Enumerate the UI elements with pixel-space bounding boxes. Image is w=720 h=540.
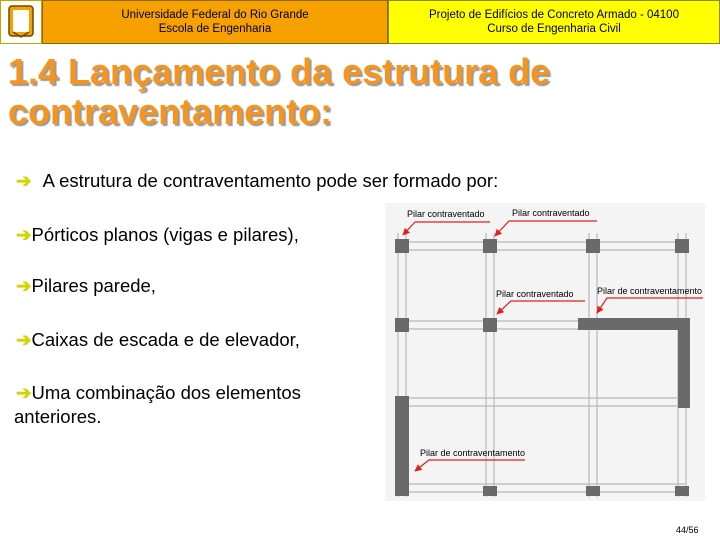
- label-pilar-contraventado: Pilar contraventado: [496, 289, 574, 299]
- label-pilar-contraventado: Pilar contraventado: [407, 209, 485, 219]
- list-item: [16, 224, 299, 246]
- bracing-structure-figure: [385, 203, 705, 501]
- slide-title-line2: contraventamento:: [8, 91, 333, 132]
- course-program: Curso de Engenharia Civil: [487, 23, 621, 35]
- bullet-text: Caixas de escada e de elevador,: [31, 329, 300, 350]
- label-pilar-de-contraventamento: Pilar de contraventamento: [597, 286, 703, 296]
- bullet-text: anteriores.: [14, 406, 102, 427]
- slide-header: [0, 0, 720, 45]
- arrow-right-icon: ➔: [16, 275, 32, 296]
- intro-bullet: [16, 170, 498, 192]
- university-logo: [0, 0, 42, 44]
- label-pilar-contraventado: Pilar contraventado: [512, 208, 590, 218]
- list-item: [16, 382, 301, 404]
- header-course: [388, 0, 720, 44]
- slide-title: [8, 52, 708, 132]
- list-item-continuation: [14, 406, 101, 428]
- bullet-text: Pilares parede,: [31, 275, 156, 296]
- intro-text: A estrutura de contraventamento pode ser formado por:: [42, 170, 499, 191]
- label-pilar-de-contraventamento: Pilar de contraventamento: [420, 448, 526, 458]
- header-institution: [42, 0, 388, 44]
- book-logo-icon: [1, 1, 41, 43]
- list-item: [16, 329, 300, 351]
- bullet-text: Uma combinação dos elementos: [31, 382, 301, 403]
- bullet-text: Pórticos planos (vigas e pilares),: [31, 224, 299, 245]
- arrow-right-icon: ➔: [16, 329, 32, 350]
- list-item: [16, 275, 156, 297]
- shear-wall: [395, 396, 409, 496]
- institution-name: Universidade Federal do Rio Grande: [121, 9, 309, 21]
- slide-title-line1: 1.4 Lançamento da estrutura de: [8, 51, 551, 92]
- arrow-right-icon: ➔: [16, 224, 32, 245]
- school-name: Escola de Engenharia: [158, 23, 272, 35]
- arrow-right-icon: ➔: [16, 170, 32, 191]
- page-number: 44/56: [676, 525, 699, 535]
- arrow-right-icon: ➔: [16, 382, 32, 403]
- course-title: Projeto de Edifícios de Concreto Armado - 04100: [429, 9, 679, 21]
